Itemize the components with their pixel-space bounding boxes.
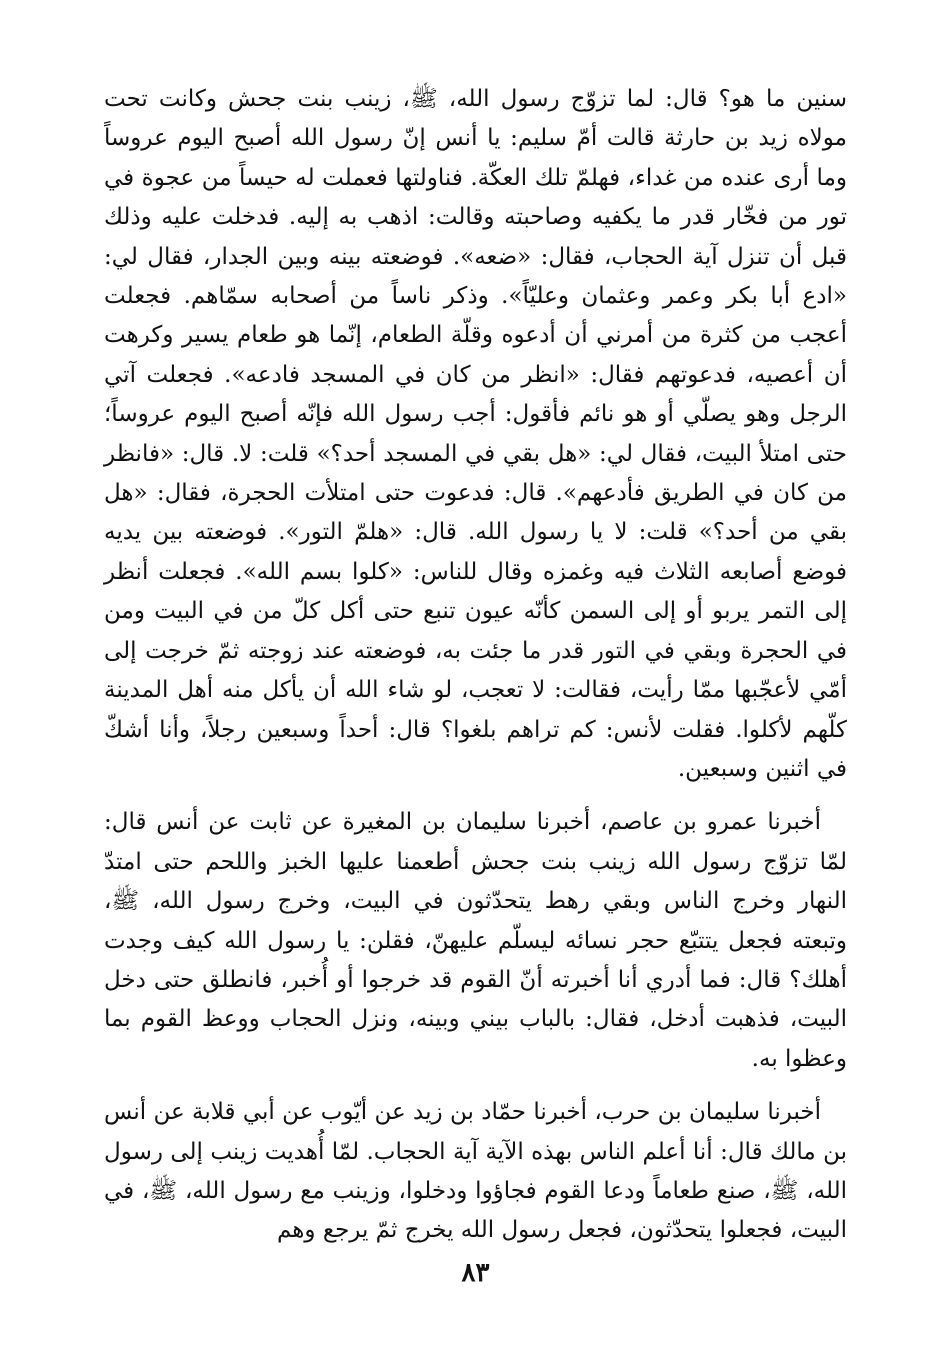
- paragraph-1: سنين ما هو؟ قال: لما تزوّج رسول الله، ﷺ، زينب بنت جحش وكانت تحت مولاه زيد بن حارثة قالت أمّ سليم: يا أنس إنّ رسول الله أصبح اليوم عروساً وما أرى عنده من غداء، فهلمّ تلك العكّة. فناولتها فعملت له حيساً من عجوة في تور من فخّار قدر ما يكفيه وصاحبته وقالت: اذهب به إليه. فدخلت عليه وذلك قبل أن تنزل آية الحجاب، فقال: «ضعه». فوضعته بينه وبين الجدار، فقال لي: «ادع أبا بكر وعمر وعثمان وعليّاً». وذكر ناساً من أصحابه سمّاهم. فجعلت أعجب من كثرة من أمرني أن أدعوه وقلّة الطعام، إنّما هو طعام يسير وكرهت أن أعصيه، فدعوتهم فقال: «انظر من كان في المسجد فادعه». فجعلت آتي الرجل وهو يصلّي أو هو نائم فأقول: أجب رسول الله فإنّه أصبح اليوم عروساً؛ حتى امتلأ البيت، فقال لي: «هل بقي في المسجد أحد؟» قلت: لا. قال: «فانظر من كان في الطريق فأدعهم». قال: فدعوت حتى امتلأت الحجرة، فقال: «هل بقي من أحد؟» قلت: لا يا رسول الله. قال: «هلمّ التور». فوضعته بين يديه فوضع أصابعه الثلاث فيه وغمزه وقال للناس: «كلوا بسم الله». فجعلت أنظر إلى التمر يربو أو إلى السمن كأنّه عيون تنبع حتى أكل كلّ من في البيت ومن في الحجرة وبقي في التور قدر ما جئت به، فوضعته عند زوجته ثمّ خرجت إلى أمّي لأعجّبها ممّا رأيت، فقالت: لا تعجب، لو شاء الله أن يأكل منه أهل المدينة كلّهم لأكلوا. فقلت لأنس: كم تراهم بلغوا؟ قال: أحداً وسبعين رجلاً، وأنا أشكّ في اثنين وسبعين.: [104, 86, 847, 782]
- page-number: ٨٣: [461, 1258, 490, 1288]
- paragraph-3: أخبرنا سليمان بن حرب، أخبرنا حمّاد بن زيد عن أيّوب عن أبي قلابة عن أنس بن مالك قال: أنا أعلم الناس بهذه الآية آية الحجاب. لمّا أُهديت زينب إلى رسول الله، ﷺ، صنع طعاماً ودعا القوم فجاؤوا ودخلوا، وزينب مع رسول الله، ﷺ، في البيت، فجعلوا يتحدّثون، فجعل رسول الله يخرج ثمّ يرجع وهم: [104, 1099, 847, 1244]
- paragraph-2: أخبرنا عمرو بن عاصم، أخبرنا سليمان بن المغيرة عن ثابت عن أنس قال: لمّا تزوّج رسول الله زينب بنت جحش أطعمنا عليها الخبز واللحم حتى امتدّ النهار وخرج الناس وبقي رهط يتحدّثون في البيت، وخرج رسول الله، ﷺ، وتبعته فجعل يتتبّع حجر نسائه ليسلّم عليهنّ، فقلن: يا رسول الله كيف وجدت أهلك؟ قال: فما أدري أنا أخبرته أنّ القوم قد خرجوا أو أُخبر، فانطلق حتى دخل البيت، فذهبت أدخل، فقال: بالباب بيني وبينه، ونزل الحجاب ووعظ القوم بما وعظوا به.: [104, 809, 847, 1072]
- body-text: [104, 80, 847, 1265]
